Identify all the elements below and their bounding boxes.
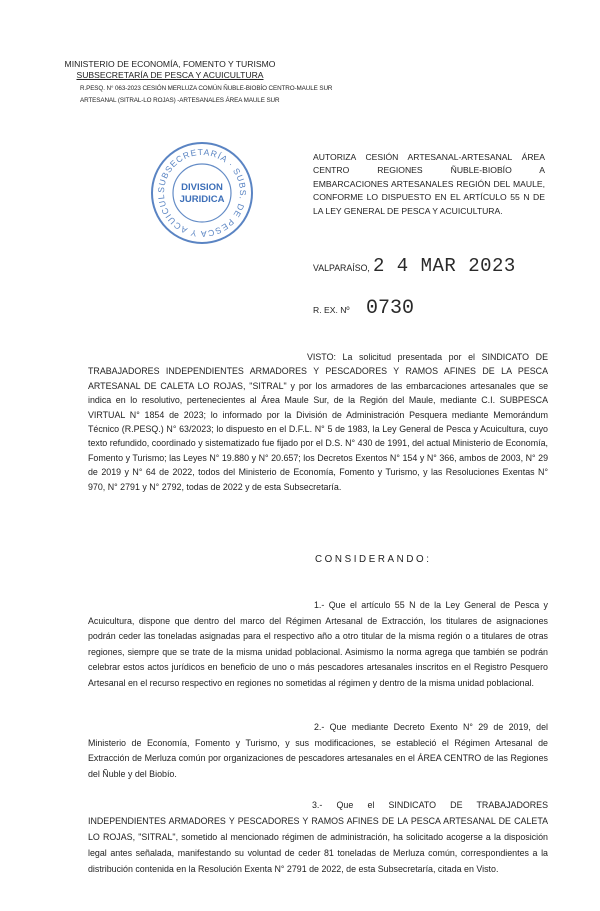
reference-line-1: R.PESQ. N° 063-2023 CESIÓN MERLUZA COMÚN ÑUBLE-BIOBÍO CENTRO-MAULE SUR xyxy=(80,85,333,92)
place-label: VALPARAÍSO, xyxy=(313,263,370,273)
stamp-center-line-1: DIVISION xyxy=(181,182,223,193)
considerando-paragraph-1: 1.- Que el artículo 55 N de la Ley General de Pesca y Acuicultura, dispone que dentro del marco del Régimen Artesanal de Extracción, los titulares de asignaciones podrán ceder las toneladas asignadas para el respectivo año a otro titular de la misma región o a titulares de otras regiones, siempre que se trate de la misma unidad poblacional. Asimismo la norma agrega que también se podrán celebrar estos actos jurídicos en beneficio de uno o más pescadores artesanales inscritos en el Registro Pesquero Artesanal en el recurso respectivo en regiones no sometidas al régimen y dentro de la misma unidad poblacional. xyxy=(88,600,548,688)
considerando-heading: CONSIDERANDO: xyxy=(315,554,432,565)
considerando-paragraph-3: 3.- Que el SINDICATO DE TRABAJADORES INDEPENDIENTES ARMADORES Y PESCADORES Y RAMOS AFINES DE LA PESCA ARTESANAL DE CALETA LO ROJAS, "SITRAL", sometido al mencionado régimen de administración, ha solicitado acogerse a la disposición legal antes señalada, manifestando su voluntad de ceder 81 toneladas de Merluza común, correspondientes a la distribución contenida en la Resolución Exenta N° 2791 de 2022, de esta Subsecretaría, citada en Visto. xyxy=(88,800,548,874)
resolution-title: AUTORIZA CESIÓN ARTESANAL-ARTESANAL ÁREA CENTRO REGIONES ÑUBLE-BIOBÍO A EMBARCACIONES ARTESANALES REGIÓN DEL MAULE, CONFORME LO DISPUESTO EN EL ARTÍCULO 55 N DE LA LEY GENERAL DE PESCA Y ACUICULTURA. xyxy=(313,152,545,216)
stamp-ring-text: SUBSECRETARÍA · SUBS. DE PESCA Y ACUICUL xyxy=(155,146,249,240)
subsecretaria-name: SUBSECRETARÍA DE PESCA Y ACUICULTURA xyxy=(76,70,264,80)
stamp-center-line-2: JURIDICA xyxy=(179,194,225,205)
considerando-paragraph-2: 2.- Que mediante Decreto Exento N° 29 de 2019, del Ministerio de Economía, Fomento y Turismo, y sus modificaciones, se estableció el Régimen Artesanal de Extracción de Merluza común por organizaciones de pescadores artesanales en el ÁREA CENTRO de las Regiones del Ñuble y del Biobío. xyxy=(88,722,548,779)
division-juridica-stamp xyxy=(147,138,257,248)
ministry-name: MINISTERIO DE ECONOMÍA, FOMENTO Y TURISMO xyxy=(64,59,276,69)
rex-label: R. EX. Nº xyxy=(313,305,350,315)
reference-line-2: ARTESANAL (SITRAL-LO ROJAS) -ARTESANALES ÁREA MAULE SUR xyxy=(80,97,280,104)
stamp-seal-icon xyxy=(147,138,257,248)
rex-number: 0730 xyxy=(366,297,415,320)
date-stamp: 2 4 MAR 2023 xyxy=(373,255,516,277)
visto-paragraph: VISTO: La solicitud presentada por el SINDICATO DE TRABAJADORES INDEPENDIENTES ARMADORES Y PESCADORES Y RAMOS AFINES DE LA PESCA ARTESANAL DE CALETA LO ROJAS, "SITRAL" y por los armadores de las embarcaciones artesanales que se indica en lo resolutivo, pertenecientes al Área Maule Sur, de la Región del Maule, mediante C.I. SUBPESCA VIRTUAL N° 1854 de 2023; lo informado por la División de Administración Pesquera mediante Memorándum Técnico (R.PESQ.) N° 63/2023; lo dispuesto en el D.F.L. N° 5 de 1983, la Ley General de Pesca y Acuicultura, cuyo texto refundido, coordinado y sistematizado fue fijado por el D.S. N° 430 de 1991, del actual Ministerio de Economía, Fomento y Turismo; las Leyes N° 19.880 y N° 20.657; los Decretos Exentos N° 154 y N° 366, ambos de 2003, N° 29 de 2019 y N° 64 de 2022, todos del Ministerio de Economía, Fomento y Turismo, y las Resoluciones Exentas N° 970, N° 2791 y N° 2792, todas de 2022 y de esta Subsecretaría. xyxy=(88,352,548,492)
